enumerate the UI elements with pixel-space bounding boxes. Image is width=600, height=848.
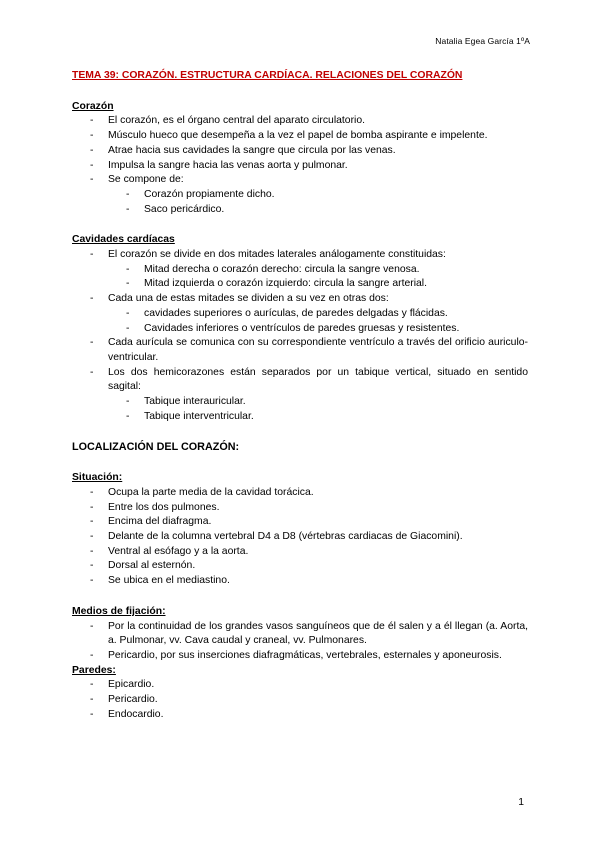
list-item-text: Se compone de: [108, 174, 184, 186]
sublist-item: - Tabique interventricular. [108, 410, 528, 425]
section-fijacion [72, 605, 528, 664]
list-item-text: Cada una de estas mitades se dividen a su vez en otras dos: [108, 293, 389, 305]
sublist-item: - Saco pericárdico. [108, 203, 528, 218]
list-item: - Ocupa la parte media de la cavidad torácica. [72, 486, 528, 501]
list-item: - Por la continuidad de los grandes vasos sanguíneos que de él salen y a él llegan (a. Aorta, a. Pulmonar, vv. Cava caudal y craneal, vv. Pulmonares. [72, 620, 528, 649]
sublist-item: - cavidades superiores o aurículas, de paredes delgadas y flácidas. [108, 307, 528, 322]
sublist-compone [108, 188, 528, 217]
heading-corazon: Corazón [72, 100, 114, 112]
page-number: 1 [518, 797, 524, 808]
sublist-item: - Corazón propiamente dicho. [108, 188, 528, 203]
document-title: TEMA 39: CORAZÓN. ESTRUCTURA CARDÍACA. RELACIONES DEL CORAZÓN [72, 70, 463, 81]
list-paredes [72, 678, 528, 722]
sublist-item: - Tabique interauricular. [108, 395, 528, 410]
list-item [72, 248, 528, 292]
list-item [72, 292, 528, 336]
list-item: - El corazón, es el órgano central del aparato circulatorio. [72, 114, 528, 129]
sublist-item: - Mitad derecha o corazón derecho: circula la sangre venosa. [108, 263, 528, 278]
list-item: - Impulsa la sangre hacia las venas aorta y pulmonar. [72, 159, 528, 174]
list-item-compone [72, 173, 528, 217]
section-situacion [72, 471, 528, 589]
list-item-text: Los dos hemicorazones están separados por un tabique vertical, situado en sentido sagital: [108, 366, 528, 393]
list-situacion [72, 486, 528, 589]
list-item-text: El corazón se divide en dos mitades laterales análogamente constituidas: [108, 249, 446, 261]
list-item: - Pericardio. [72, 693, 528, 708]
list-fijacion [72, 620, 528, 664]
document-body [72, 69, 528, 722]
sublist-item: - Cavidades inferiores o ventrículos de paredes gruesas y resistentes. [108, 322, 528, 337]
sublist-tabiques [108, 395, 528, 424]
list-item: - Entre los dos pulmones. [72, 501, 528, 516]
heading-cavidades: Cavidades cardíacas [72, 234, 175, 246]
list-item: - Pericardio, por sus inserciones diafragmáticas, vertebrales, esternales y aponeurosis. [72, 649, 528, 664]
section-paredes [72, 664, 528, 723]
list-cavidades [72, 248, 528, 424]
section-corazon [72, 100, 528, 218]
list-item: - Endocardio. [72, 708, 528, 723]
list-item: - Cada aurícula se comunica con su correspondiente ventrículo a través del orificio auriculo-ventricular. [72, 336, 528, 365]
list-item: - Atrae hacia sus cavidades la sangre que circula por las venas. [72, 144, 528, 159]
list-item: - Delante de la columna vertebral D4 a D8 (vértebras cardiacas de Giacomini). [72, 530, 528, 545]
list-corazon [72, 114, 528, 217]
list-item: - Ventral al esófago y a la aorta. [72, 545, 528, 560]
sublist-mitades [108, 263, 528, 292]
list-item: - Encima del diafragma. [72, 515, 528, 530]
list-item: - Epicardio. [72, 678, 528, 693]
list-item: - Se ubica en el mediastino. [72, 574, 528, 589]
heading-paredes: Paredes: [72, 664, 116, 676]
list-item: - Músculo hueco que desempeña a la vez el papel de bomba aspirante e impelente. [72, 129, 528, 144]
sublist-item: - Mitad izquierda o corazón izquierdo: circula la sangre arterial. [108, 277, 528, 292]
section-cavidades [72, 233, 528, 424]
list-item [72, 366, 528, 425]
sublist-cavidades [108, 307, 528, 336]
heading-situacion: Situación: [72, 472, 123, 484]
heading-fijacion: Medios de fijación: [72, 605, 166, 617]
heading-localizacion: LOCALIZACIÓN DEL CORAZÓN: [72, 441, 240, 454]
list-item: - Dorsal al esternón. [72, 559, 528, 574]
header-author: Natalia Egea García 1ºA [435, 36, 530, 46]
